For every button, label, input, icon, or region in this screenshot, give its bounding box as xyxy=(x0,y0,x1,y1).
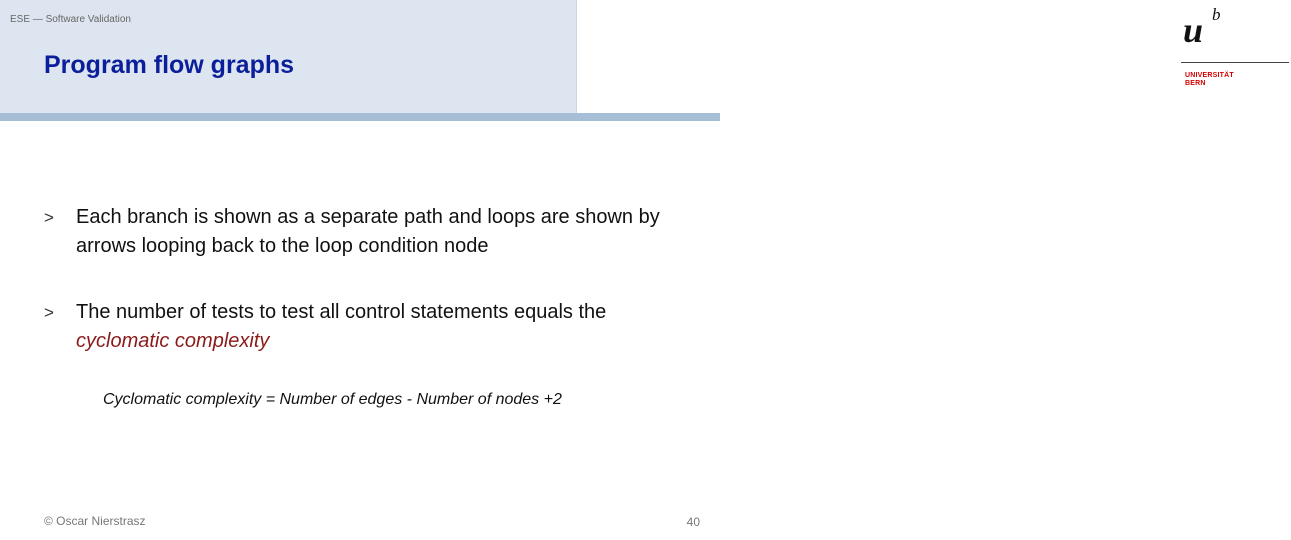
bullet-text xyxy=(76,298,696,356)
bullet-marker-icon: > xyxy=(44,303,54,322)
cyclomatic-formula: Cyclomatic complexity = Number of edges - Number of nodes +2 xyxy=(103,391,562,408)
logo-b: b xyxy=(1212,5,1221,24)
bullet-text-plain: The number of tests to test all control statements equals the xyxy=(76,301,607,323)
university-logo xyxy=(1181,4,1291,94)
cyclomatic-complexity-term: cyclomatic complexity xyxy=(76,330,270,352)
logo-line-1: UNIVERSITÄT xyxy=(1185,72,1234,79)
bullet-marker-icon: > xyxy=(44,208,54,227)
page-number: 40 xyxy=(686,515,700,529)
logo-text xyxy=(1185,72,1234,88)
logo-u: u xyxy=(1183,10,1204,50)
slide-title: Program flow graphs xyxy=(44,51,295,79)
bullet-text: Each branch is shown as a separate path and loops are shown by arrows looping back to the loop condition node xyxy=(76,206,660,257)
header-divider-bar xyxy=(0,113,720,121)
footer-author: © Oscar Nierstrasz xyxy=(44,514,146,528)
slide-header xyxy=(0,0,576,113)
course-name: ESE — Software Validation xyxy=(10,14,131,25)
logo-divider xyxy=(1181,62,1289,63)
logo-panel xyxy=(576,0,1234,113)
logo-line-2: BERN xyxy=(1185,80,1206,87)
